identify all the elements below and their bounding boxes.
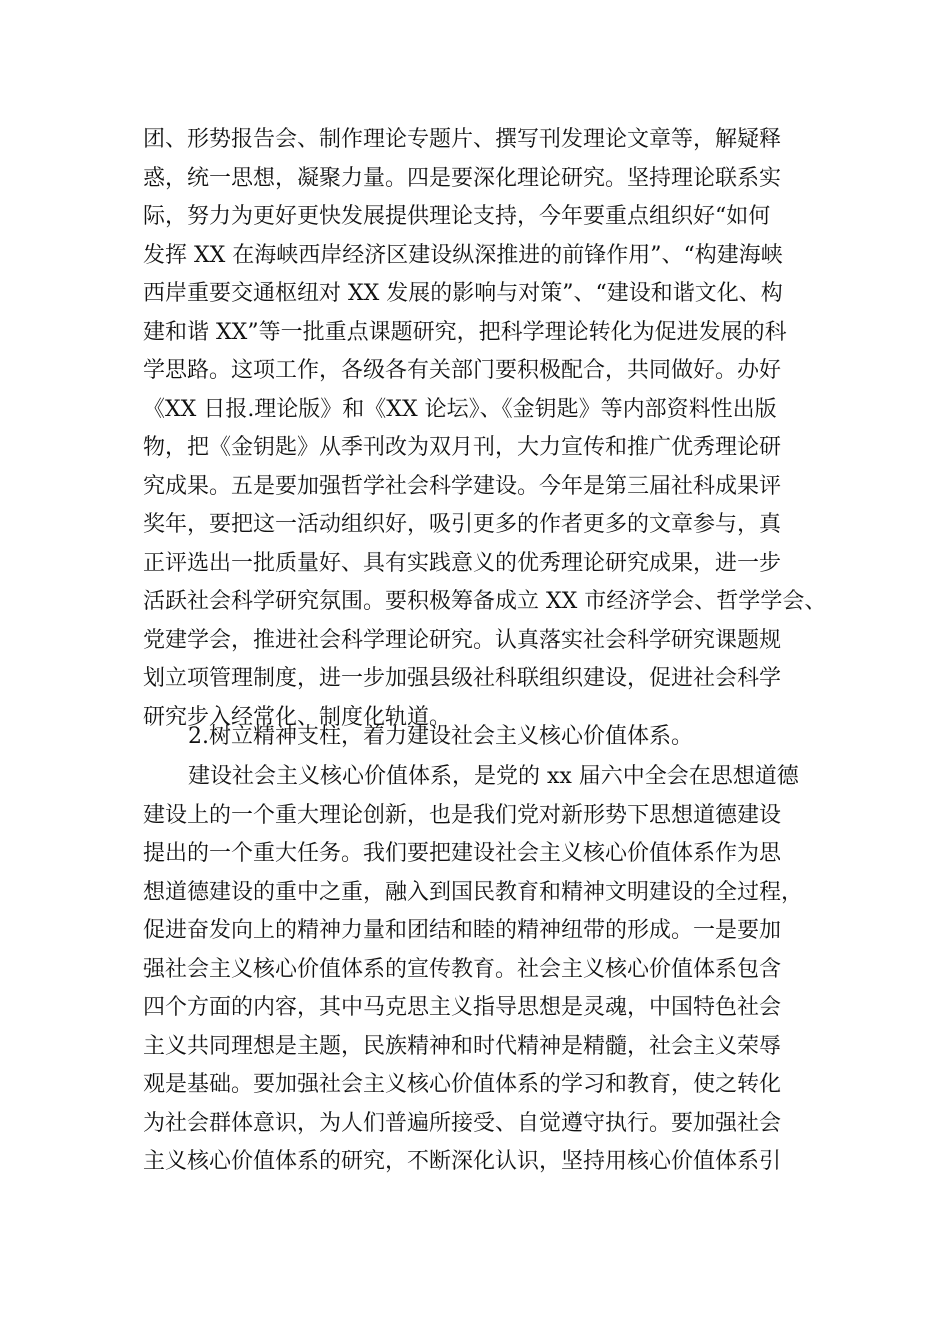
paragraph-1-line: 际，努力为更好更快发展提供理论支持，今年要重点组织好“如何 xyxy=(143,204,771,229)
paragraph-1-line: 学思路。这项工作，各级各有关部门要积极配合，共同做好。办好 xyxy=(143,358,782,383)
paragraph-2-line: 建设社会主义核心价值体系，是党的 xx 届六中全会在思想道德 xyxy=(188,764,799,789)
paragraph-1 xyxy=(143,121,827,737)
paragraph-1-line: 团、形势报告会、制作理论专题片、撰写刊发理论文章等，解疑释 xyxy=(143,127,782,152)
paragraph-2-line: 促进奋发向上的精神力量和团结和睦的精神纽带的形成。一是要加 xyxy=(143,918,782,943)
paragraph-1-line: 正评选出一批质量好、具有实践意义的优秀理论研究成果，进一步 xyxy=(143,550,782,576)
paragraph-1-line: 发挥 XX 在海峡西岸经济区建设纵深推进的前锋作用”、“构建海峡 xyxy=(143,242,783,268)
paragraph-1-line: 党建学会，推进社会科学理论研究。认真落实社会科学研究课题规 xyxy=(143,627,782,653)
paragraph-1-line: 活跃社会科学研究氛围。要积极筹备成立 XX 市经济学会、哲学学会、 xyxy=(143,589,827,614)
paragraph-2-line: 想道德建设的重中之重，融入到国民教育和精神文明建设的全过程， xyxy=(143,879,804,905)
paragraph-1-line: 《XX 日报.理论版》和《XX 论坛》、《金钥匙》等内部资料性出版 xyxy=(143,396,777,422)
paragraph-2 xyxy=(143,758,810,1182)
paragraph-2-line: 为社会群体意识，为人们普遍所接受、自觉遵守执行。要加强社会 xyxy=(143,1110,782,1136)
paragraph-2-line: 建设上的一个重大理论创新，也是我们党对新形势下思想道德建设 xyxy=(143,802,782,828)
paragraph-2-line: 提出的一个重大任务。我们要把建设社会主义核心价值体系作为思 xyxy=(143,841,782,866)
paragraph-1-line: 西岸重要交通枢纽对 XX 发展的影响与对策”、“建设和谐文化、构 xyxy=(143,281,783,306)
paragraph-1-line: 究成果。五是要加强哲学社会科学建设。今年是第三届社科成果评 xyxy=(143,473,782,499)
paragraph-1-line: 建和谐 XX”等一批重点课题研究，把科学理论转化为促进发展的科 xyxy=(143,319,787,345)
paragraph-2-line: 主义核心价值体系的研究，不断深化认识，坚持用核心价值体系引 xyxy=(143,1149,782,1174)
paragraph-1-line: 研究步入经常化、制度化轨道。 xyxy=(143,704,452,730)
paragraph-2-line: 强社会主义核心价值体系的宣传教育。社会主义核心价值体系包含 xyxy=(143,956,782,982)
paragraph-1-line: 奖年，要把这一活动组织好，吸引更多的作者更多的文章参与，真 xyxy=(143,512,782,537)
paragraph-1-line: 惑，统一思想，凝聚力量。四是要深化理论研究。坚持理论联系实 xyxy=(143,165,782,191)
paragraph-2-line: 观是基础。要加强社会主义核心价值体系的学习和教育，使之转化 xyxy=(143,1072,782,1097)
paragraph-2-line: 主义共同理想是主题，民族精神和时代精神是精髓，社会主义荣辱 xyxy=(143,1033,782,1059)
paragraph-2-line: 四个方面的内容，其中马克思主义指导思想是灵魂，中国特色社会 xyxy=(143,995,782,1020)
paragraph-1-line: 物，把《金钥匙》从季刊改为双月刊，大力宣传和推广优秀理论研 xyxy=(143,435,782,460)
paragraph-1-line: 划立项管理制度，进一步加强县级社科联组织建设，促进社会科学 xyxy=(143,666,782,691)
section-heading: 2.树立精神支柱，着力建设社会主义核心价值体系。 xyxy=(188,724,693,749)
